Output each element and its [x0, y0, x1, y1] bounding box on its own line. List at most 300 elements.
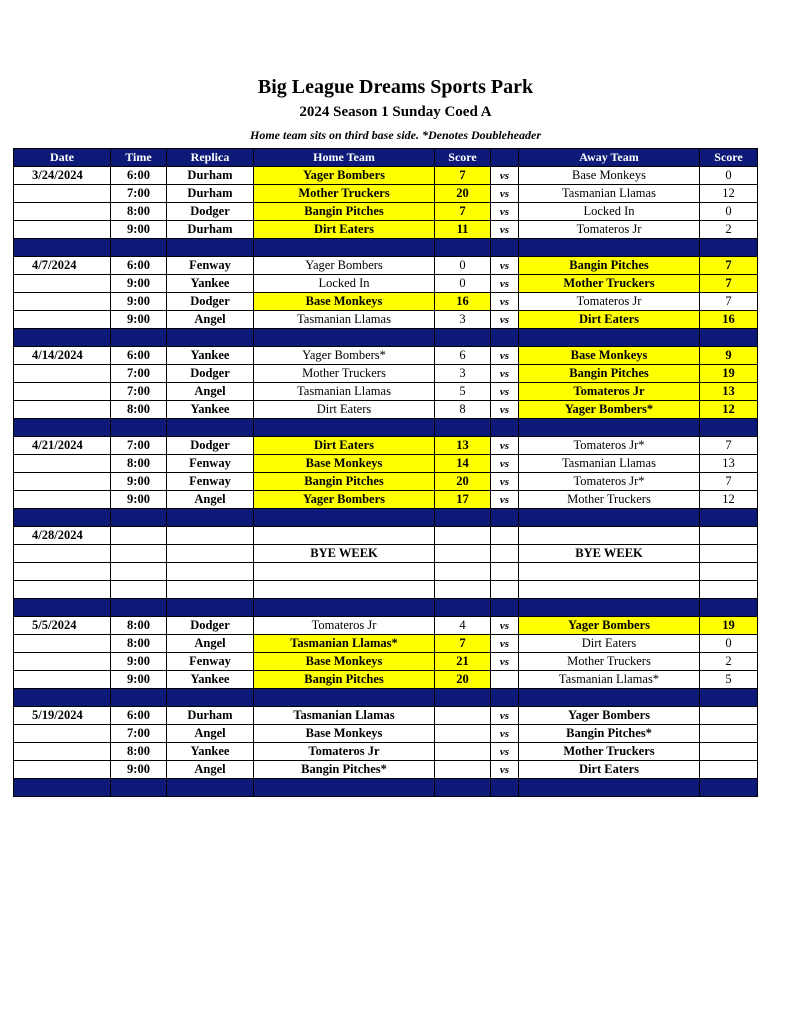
- date-cell: [14, 401, 111, 419]
- home-score-cell: [435, 581, 491, 599]
- separator-cell: [111, 419, 167, 437]
- table-row: [14, 167, 758, 185]
- home-team-cell: Bangin Pitches: [254, 473, 435, 491]
- replica-cell: Dodger: [167, 365, 254, 383]
- away-team-cell: Yager Bombers: [519, 617, 700, 635]
- table-row: [14, 473, 758, 491]
- table-row: [14, 761, 758, 779]
- separator-cell: [111, 599, 167, 617]
- time-cell: 6:00: [111, 707, 167, 725]
- home-score-cell: 20: [435, 473, 491, 491]
- vs-cell: vs: [491, 365, 519, 383]
- home-score-cell: 8: [435, 401, 491, 419]
- away-team-cell: Mother Truckers: [519, 743, 700, 761]
- away-score-cell: [700, 761, 758, 779]
- home-team-cell: BYE WEEK: [254, 545, 435, 563]
- separator-cell: [254, 509, 435, 527]
- away-score-cell: 0: [700, 167, 758, 185]
- away-team-cell: BYE WEEK: [519, 545, 700, 563]
- home-score-cell: 0: [435, 275, 491, 293]
- date-cell: 4/21/2024: [14, 437, 111, 455]
- date-cell: [14, 563, 111, 581]
- replica-cell: Yankee: [167, 347, 254, 365]
- separator-cell: [700, 599, 758, 617]
- home-team-cell: Mother Truckers: [254, 185, 435, 203]
- table-row: [14, 293, 758, 311]
- away-team-cell: Tomateros Jr: [519, 293, 700, 311]
- page-title: Big League Dreams Sports Park: [257, 76, 534, 98]
- vs-cell: vs: [491, 221, 519, 239]
- time-cell: 7:00: [111, 437, 167, 455]
- date-cell: 4/28/2024: [14, 527, 111, 545]
- away-score-cell: 9: [700, 347, 758, 365]
- time-cell: 9:00: [111, 491, 167, 509]
- home-team-cell: Tasmanian Llamas: [254, 383, 435, 401]
- separator-cell: [700, 239, 758, 257]
- away-score-cell: 2: [700, 221, 758, 239]
- away-score-cell: 19: [700, 365, 758, 383]
- week-separator: [14, 419, 758, 437]
- replica-cell: Dodger: [167, 617, 254, 635]
- date-cell: [14, 581, 111, 599]
- away-team-cell: Mother Truckers: [519, 275, 700, 293]
- col-header-date: Date: [14, 149, 111, 167]
- away-score-cell: 12: [700, 491, 758, 509]
- separator-cell: [435, 779, 491, 797]
- separator-cell: [491, 599, 519, 617]
- away-team-cell: Tomateros Jr: [519, 221, 700, 239]
- home-team-cell: [254, 563, 435, 581]
- table-row: [14, 401, 758, 419]
- table-row: [14, 275, 758, 293]
- table-row: [14, 185, 758, 203]
- away-score-cell: 13: [700, 383, 758, 401]
- home-score-cell: 20: [435, 671, 491, 689]
- away-score-cell: [700, 527, 758, 545]
- home-team-cell: [254, 527, 435, 545]
- vs-cell: vs: [491, 491, 519, 509]
- home-score-cell: 3: [435, 365, 491, 383]
- col-header-away-score: Score: [700, 149, 758, 167]
- home-score-cell: 7: [435, 635, 491, 653]
- away-team-cell: Dirt Eaters: [519, 761, 700, 779]
- col-header-replica: Replica: [167, 149, 254, 167]
- away-team-cell: Bangin Pitches*: [519, 725, 700, 743]
- table-row: [14, 455, 758, 473]
- date-cell: 5/5/2024: [14, 617, 111, 635]
- separator-cell: [435, 329, 491, 347]
- separator-cell: [491, 329, 519, 347]
- away-score-cell: 13: [700, 455, 758, 473]
- time-cell: 9:00: [111, 275, 167, 293]
- date-cell: [14, 203, 111, 221]
- separator-cell: [167, 599, 254, 617]
- time-cell: 8:00: [111, 203, 167, 221]
- home-score-cell: 7: [435, 203, 491, 221]
- replica-cell: [167, 545, 254, 563]
- home-team-cell: Tasmanian Llamas: [254, 707, 435, 725]
- date-cell: [14, 545, 111, 563]
- vs-cell: vs: [491, 257, 519, 275]
- separator-cell: [254, 779, 435, 797]
- replica-cell: Angel: [167, 761, 254, 779]
- vs-cell: vs: [491, 203, 519, 221]
- separator-cell: [111, 329, 167, 347]
- date-cell: [14, 725, 111, 743]
- away-score-cell: 0: [700, 635, 758, 653]
- away-team-cell: Base Monkeys: [519, 167, 700, 185]
- table-row: [14, 671, 758, 689]
- replica-cell: Fenway: [167, 257, 254, 275]
- vs-cell: vs: [491, 761, 519, 779]
- home-score-cell: [435, 707, 491, 725]
- away-score-cell: 0: [700, 203, 758, 221]
- separator-cell: [14, 689, 111, 707]
- page-subtitle: 2024 Season 1 Sunday Coed A: [299, 104, 492, 120]
- away-team-cell: Mother Truckers: [519, 491, 700, 509]
- time-cell: 9:00: [111, 473, 167, 491]
- col-header-home-score: Score: [435, 149, 491, 167]
- time-cell: [111, 527, 167, 545]
- time-cell: 6:00: [111, 167, 167, 185]
- date-cell: 4/7/2024: [14, 257, 111, 275]
- away-score-cell: 19: [700, 617, 758, 635]
- table-row: [14, 653, 758, 671]
- separator-cell: [700, 689, 758, 707]
- table-row: [14, 527, 758, 545]
- away-score-cell: [700, 563, 758, 581]
- time-cell: 9:00: [111, 653, 167, 671]
- vs-cell: vs: [491, 347, 519, 365]
- separator-cell: [491, 419, 519, 437]
- replica-cell: Angel: [167, 635, 254, 653]
- away-team-cell: Tasmanian Llamas: [519, 185, 700, 203]
- replica-cell: Durham: [167, 185, 254, 203]
- separator-cell: [167, 419, 254, 437]
- table-row: [14, 563, 758, 581]
- separator-cell: [435, 239, 491, 257]
- home-team-cell: Base Monkeys: [254, 455, 435, 473]
- replica-cell: Fenway: [167, 653, 254, 671]
- separator-cell: [700, 779, 758, 797]
- vs-cell: vs: [491, 401, 519, 419]
- week-separator: [14, 329, 758, 347]
- away-team-cell: Mother Truckers: [519, 653, 700, 671]
- separator-cell: [519, 239, 700, 257]
- vs-cell: vs: [491, 275, 519, 293]
- home-team-cell: Locked In: [254, 275, 435, 293]
- home-score-cell: [435, 743, 491, 761]
- away-team-cell: Tasmanian Llamas*: [519, 671, 700, 689]
- time-cell: 8:00: [111, 401, 167, 419]
- home-team-cell: Dirt Eaters: [254, 437, 435, 455]
- page-note: Home team sits on third base side. *Denotes Doubleheader: [250, 128, 541, 142]
- table-row: [14, 221, 758, 239]
- vs-cell: vs: [491, 743, 519, 761]
- away-team-cell: [519, 527, 700, 545]
- date-cell: [14, 761, 111, 779]
- vs-cell: vs: [491, 383, 519, 401]
- vs-cell: vs: [491, 437, 519, 455]
- home-score-cell: 17: [435, 491, 491, 509]
- home-score-cell: 4: [435, 617, 491, 635]
- date-cell: 5/19/2024: [14, 707, 111, 725]
- away-score-cell: 7: [700, 275, 758, 293]
- time-cell: 8:00: [111, 455, 167, 473]
- home-score-cell: [435, 563, 491, 581]
- separator-cell: [519, 419, 700, 437]
- away-score-cell: [700, 581, 758, 599]
- table-header-row: [14, 149, 758, 167]
- away-team-cell: Tomateros Jr*: [519, 437, 700, 455]
- date-cell: [14, 671, 111, 689]
- vs-cell: vs: [491, 293, 519, 311]
- week-separator: [14, 509, 758, 527]
- home-score-cell: 14: [435, 455, 491, 473]
- away-team-cell: [519, 563, 700, 581]
- replica-cell: [167, 563, 254, 581]
- away-team-cell: Base Monkeys: [519, 347, 700, 365]
- separator-cell: [111, 509, 167, 527]
- replica-cell: Yankee: [167, 401, 254, 419]
- replica-cell: Fenway: [167, 473, 254, 491]
- separator-cell: [14, 419, 111, 437]
- separator-cell: [167, 329, 254, 347]
- date-cell: [14, 185, 111, 203]
- vs-cell: vs: [491, 455, 519, 473]
- date-cell: [14, 383, 111, 401]
- table-row: [14, 347, 758, 365]
- away-team-cell: Dirt Eaters: [519, 635, 700, 653]
- home-score-cell: [435, 761, 491, 779]
- separator-cell: [14, 509, 111, 527]
- home-team-cell: Base Monkeys: [254, 653, 435, 671]
- home-score-cell: 16: [435, 293, 491, 311]
- separator-cell: [111, 689, 167, 707]
- vs-cell: vs: [491, 617, 519, 635]
- home-score-cell: 0: [435, 257, 491, 275]
- vs-cell: vs: [491, 653, 519, 671]
- date-cell: 3/24/2024: [14, 167, 111, 185]
- away-score-cell: [700, 545, 758, 563]
- separator-cell: [111, 779, 167, 797]
- table-row: [14, 437, 758, 455]
- time-cell: 6:00: [111, 347, 167, 365]
- replica-cell: Dodger: [167, 293, 254, 311]
- away-score-cell: [700, 743, 758, 761]
- table-row: [14, 491, 758, 509]
- time-cell: 8:00: [111, 743, 167, 761]
- away-team-cell: Bangin Pitches: [519, 365, 700, 383]
- home-team-cell: Tomateros Jr: [254, 743, 435, 761]
- home-team-cell: Yager Bombers: [254, 491, 435, 509]
- away-score-cell: 12: [700, 401, 758, 419]
- away-score-cell: 7: [700, 293, 758, 311]
- date-cell: [14, 635, 111, 653]
- date-cell: [14, 455, 111, 473]
- time-cell: 9:00: [111, 761, 167, 779]
- away-score-cell: 12: [700, 185, 758, 203]
- table-row: [14, 635, 758, 653]
- col-header-time: Time: [111, 149, 167, 167]
- replica-cell: [167, 581, 254, 599]
- separator-cell: [700, 329, 758, 347]
- away-score-cell: 7: [700, 473, 758, 491]
- date-cell: [14, 311, 111, 329]
- replica-cell: Fenway: [167, 455, 254, 473]
- away-score-cell: 5: [700, 671, 758, 689]
- table-row: [14, 257, 758, 275]
- table-row: [14, 383, 758, 401]
- separator-cell: [491, 509, 519, 527]
- replica-cell: Angel: [167, 311, 254, 329]
- week-separator: [14, 599, 758, 617]
- time-cell: 7:00: [111, 185, 167, 203]
- time-cell: 7:00: [111, 725, 167, 743]
- home-score-cell: 7: [435, 167, 491, 185]
- away-team-cell: Tasmanian Llamas: [519, 455, 700, 473]
- separator-cell: [254, 419, 435, 437]
- home-score-cell: 6: [435, 347, 491, 365]
- table-row: [14, 365, 758, 383]
- separator-cell: [14, 779, 111, 797]
- date-cell: [14, 275, 111, 293]
- date-cell: [14, 473, 111, 491]
- col-header-vs: [491, 149, 519, 167]
- vs-cell: [491, 563, 519, 581]
- time-cell: [111, 581, 167, 599]
- time-cell: 7:00: [111, 383, 167, 401]
- replica-cell: Yankee: [167, 743, 254, 761]
- home-score-cell: 21: [435, 653, 491, 671]
- date-cell: [14, 653, 111, 671]
- home-team-cell: Dirt Eaters: [254, 401, 435, 419]
- table-row: [14, 617, 758, 635]
- separator-cell: [519, 779, 700, 797]
- home-team-cell: Bangin Pitches: [254, 671, 435, 689]
- separator-cell: [254, 689, 435, 707]
- time-cell: 9:00: [111, 221, 167, 239]
- vs-cell: vs: [491, 725, 519, 743]
- week-separator: [14, 779, 758, 797]
- replica-cell: Angel: [167, 383, 254, 401]
- separator-cell: [519, 329, 700, 347]
- date-cell: [14, 293, 111, 311]
- replica-cell: Yankee: [167, 275, 254, 293]
- home-score-cell: 13: [435, 437, 491, 455]
- col-header-away-team: Away Team: [519, 149, 700, 167]
- separator-cell: [167, 239, 254, 257]
- home-team-cell: Tasmanian Llamas: [254, 311, 435, 329]
- home-team-cell: Bangin Pitches: [254, 203, 435, 221]
- home-score-cell: [435, 725, 491, 743]
- replica-cell: Durham: [167, 167, 254, 185]
- home-team-cell: Bangin Pitches*: [254, 761, 435, 779]
- date-cell: [14, 221, 111, 239]
- away-team-cell: Dirt Eaters: [519, 311, 700, 329]
- replica-cell: [167, 527, 254, 545]
- home-team-cell: Mother Truckers: [254, 365, 435, 383]
- time-cell: [111, 545, 167, 563]
- table-row: [14, 203, 758, 221]
- time-cell: 9:00: [111, 311, 167, 329]
- away-score-cell: 7: [700, 437, 758, 455]
- separator-cell: [519, 509, 700, 527]
- away-team-cell: [519, 581, 700, 599]
- table-row: [14, 311, 758, 329]
- separator-cell: [700, 509, 758, 527]
- separator-cell: [14, 329, 111, 347]
- away-team-cell: Locked In: [519, 203, 700, 221]
- separator-cell: [435, 689, 491, 707]
- home-score-cell: [435, 527, 491, 545]
- separator-cell: [111, 239, 167, 257]
- away-score-cell: 7: [700, 257, 758, 275]
- vs-cell: [491, 527, 519, 545]
- home-score-cell: 20: [435, 185, 491, 203]
- home-team-cell: Dirt Eaters: [254, 221, 435, 239]
- home-team-cell: Tasmanian Llamas*: [254, 635, 435, 653]
- separator-cell: [435, 419, 491, 437]
- time-cell: 9:00: [111, 671, 167, 689]
- home-team-cell: Yager Bombers: [254, 167, 435, 185]
- home-score-cell: 5: [435, 383, 491, 401]
- replica-cell: Angel: [167, 725, 254, 743]
- separator-cell: [700, 419, 758, 437]
- away-score-cell: [700, 707, 758, 725]
- time-cell: 6:00: [111, 257, 167, 275]
- table-row: [14, 581, 758, 599]
- separator-cell: [491, 239, 519, 257]
- away-score-cell: 16: [700, 311, 758, 329]
- vs-cell: vs: [491, 635, 519, 653]
- vs-cell: [491, 581, 519, 599]
- away-team-cell: Bangin Pitches: [519, 257, 700, 275]
- separator-cell: [254, 599, 435, 617]
- separator-cell: [435, 599, 491, 617]
- away-score-cell: [700, 725, 758, 743]
- vs-cell: vs: [491, 473, 519, 491]
- table-row: [14, 707, 758, 725]
- vs-cell: vs: [491, 185, 519, 203]
- replica-cell: Angel: [167, 491, 254, 509]
- table-row: [14, 743, 758, 761]
- time-cell: [111, 563, 167, 581]
- table-row: [14, 545, 758, 563]
- separator-cell: [435, 509, 491, 527]
- schedule-table: [13, 148, 758, 797]
- away-team-cell: Yager Bombers: [519, 707, 700, 725]
- home-team-cell: Base Monkeys: [254, 725, 435, 743]
- col-header-home-team: Home Team: [254, 149, 435, 167]
- separator-cell: [519, 599, 700, 617]
- date-cell: [14, 365, 111, 383]
- vs-cell: [491, 671, 519, 689]
- date-cell: 4/14/2024: [14, 347, 111, 365]
- time-cell: 8:00: [111, 635, 167, 653]
- week-separator: [14, 239, 758, 257]
- away-team-cell: Tomateros Jr*: [519, 473, 700, 491]
- table-row: [14, 725, 758, 743]
- separator-cell: [167, 509, 254, 527]
- separator-cell: [254, 239, 435, 257]
- time-cell: 9:00: [111, 293, 167, 311]
- replica-cell: Yankee: [167, 671, 254, 689]
- vs-cell: vs: [491, 167, 519, 185]
- replica-cell: Durham: [167, 707, 254, 725]
- replica-cell: Durham: [167, 221, 254, 239]
- separator-cell: [519, 689, 700, 707]
